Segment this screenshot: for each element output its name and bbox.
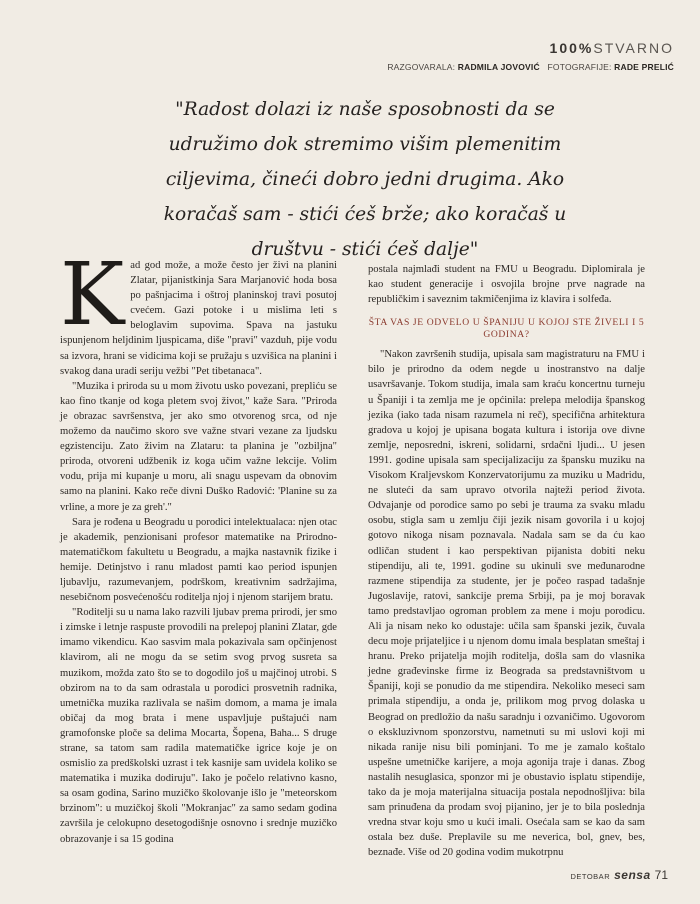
rubric-light: STVARNO [593, 40, 674, 56]
rubric-bold: 100% [549, 40, 594, 56]
footer-prefix: DETOBAR [570, 872, 611, 881]
page-header [387, 40, 674, 72]
interview-label: RAZGOVARALA: [387, 62, 456, 72]
section-rubric [387, 40, 674, 56]
pull-quote: "Radost dolazi iz naše sposobnosti da se udružimo dok stremimo višim plemenitim ciljevima, čineći dobro jedni drugima. Ako koračaš sam - stići ćeš brže; ako koračaš u društvu - stići ćeš dalje" [163, 99, 567, 260]
photo-label: FOTOGRAFIJE: [547, 62, 612, 72]
interview-question: ŠTA VAS JE ODVELO U ŠPANIJU U KOJOJ STE ŽIVELI I 5 GODINA? [368, 317, 645, 341]
article-paragraph: "Roditelji su u nama lako razvili ljubav prema prirodi, jer smo i zimske i letnje raspuste provodili na prelepoj planini Zlatar, gde imamo vikendicu. Kao sasvim mala pokazivala sam opčinjenost klavirom, ali ne mogu da se setim svog prvog susreta sa muzikom, možda zato što se to dogodilo još u majčinoj utrobi. S obzirom na to da sam odrastala u porodici prosvetnih radnika, umetnička muzika razlivala se našim domom, a mama je imala običaj da mog brata i mene uspavljuje puštajući nam gramofonske ploče sa delima Mocarta, Šopena, Baha... S druge strane, sa tatom sam radila matematičke igrice koje je on osmislio za predškolski uzrast i tek kasnije sam uvidela koliko se matematika i muzika dodiruju". Iako je počelo relativno kasno, sa osam godina, Sarino muzičko školovanje išlo je "meteorskom brzinom": u muzičkoj školi "Mokranjac" za samo sedam godina završila je celokupno desetogodišnje osnovno i srednje muzičko obrazovanje i sa 15 godina [60, 607, 337, 845]
photographer-name: RADE PRELIĆ [614, 62, 674, 72]
drop-cap: K [60, 245, 125, 345]
article-column-left [60, 245, 337, 847]
article-paragraph: ad god može, a može često jer živi na planini Zlatar, pijanistkinja Sara Marjanović hoda bosa po pašnjacima i oštroj planinskoj travi posutoj cvećem. Gazi potoke i u mislima leti s beloglavim supovima. Spava na jastuku ispunjenom heljdinim ljuspicama, diše "pravi" vazduh, pije vodu sa izvora, hrani se vidicima koji se pružaju s uzvišica na planini i svakog dana uradi seriju vežbi "Pet tibetanaca". [60, 260, 337, 377]
article-column-right [368, 262, 645, 860]
article-paragraph: "Nakon završenih studija, upisala sam magistraturu na FMU i bilo je prirodno da odem negde u inostranstvo na dalje usavršavanje. Tokom studija, imala sam kraću koncertnu turneju u Španiji i ta zemlja me je općinila: prelepa melodija španskog jezika (iako tada nisam razumela ni reč), specifična arhitektura gradova u kojoj je upisana bogata kultura i istorija ove divne zemlje, neposredni, iskreni, solidarni, srdačni ljudi... U jesen 1991. godine upisala sam specijalizaciju za špansku muziku na Visokom Kraljevskom Konzervatorijumu za muziku u Madridu, ne sluteći da sam upravo otvorila najteži period života. Odvajanje od porodice samo po sebi je trauma za svaku mladu osobu, stigla sam u zemlju čiji jezik nisam govorila i u kojoj gotovo nikoga nisam poznavala. Nadala sam se da ću kao odličan student i kao perspektivan pijanista dobiti neku stipendiju, ali te, 1991. godine su ukinuli sve međunarodne razmene stipendija za studente, jer je počeo raspad tadašnje Jugoslavije, ratovi, sankcije prema Srbiji, pa je moj boravak tamo predstavljao ogroman problem za mene i moju porodicu. Ali ja nisam neko ko odustaje: učila sam španski jezik, čuvala decu moje prijateljice i u njenom domu imala besplatan smeštaj i hranu. Preko prijatelja mojih roditelja, došla sam do vlasnika jedne građevinske firme iz Beograda sa predstavništvom u Španiji, koji se ponudio da me stipendira. Nekoliko meseci sam primala stipendiju, a onda je, prilikom mog prvog dolaska u Beograd on predložio da našu saradnju i ozvaničimo. Ugovorom o ekskluzivnom sponzorstvu, nametnuti su mi uslovi koji mi nikada ranije nisu bili pominjani. To me je zamalo koštalo uspešne umetničke karijere, a moja agonija traje i danas. Zbog nastalih nesuglasica, sponzor mi je obustavio isplatu stipendije, tako da je moja materijalna situacija postala nepodnošljiva: bila sam prinuđena da prodam svoj pijanino, jer je to bila poslednja vredna stvar koju smo u kući imali. Osećala sam se kao da sam ostala bez duše. Preplavile su me neverica, bol, gnev, bes, beznađe. Više od 20 godina vodim mukotrpnu [368, 349, 645, 859]
article-paragraph: Sara je rođena u Beogradu u porodici intelektualaca: njen otac je akademik, penzionisani profesor matematike na Prirodno-matematičkom fakultetu u Beogradu, a majka nastavnik fizike i hemije. Detinjstvo i ranu mladost pamti kao period ispunjen ljubavlju, razumevanjem, podrškom, kreativnim sadržajima, nesebičnom posvećenošću roditelja njoj i njenom starijem bratu. [60, 516, 337, 604]
article-paragraph: "Muzika i priroda su u mom životu usko povezani, prepliću se kao fino tkanje od koga pletem svoj život," kaže Sara. "Priroda je obrazac savršenstva, jer ako smo otvorenog srca, od nje možemo da naučimo skoro sve važne stvari vezane za ljudsku egzistenciju. Zato živim na Zlataru: ta planina je "ozbiljna" priroda, otvoreni udžbenik iz koga učim važne lekcije. Volim vodu, prija mi kupanje u moru, ali snagu uspevam da obnovim samo na planini. Kako reče divni Duško Radović: 'Planine su za vrline, a more je za greh'." [60, 380, 337, 513]
magazine-logo: sensa [614, 868, 651, 882]
credits-line [387, 62, 674, 72]
page-number: 71 [654, 868, 668, 882]
page-footer [570, 868, 668, 882]
article-paragraph: postala najmlađi student na FMU u Beogradu. Diplomirala je kao student generacije i osvojila brojne prve nagrade na republičkim i saveznim takmičenjima iz klavira i solfeđa. [368, 264, 645, 306]
interviewer-name: RADMILA JOVOVIĆ [457, 62, 540, 72]
